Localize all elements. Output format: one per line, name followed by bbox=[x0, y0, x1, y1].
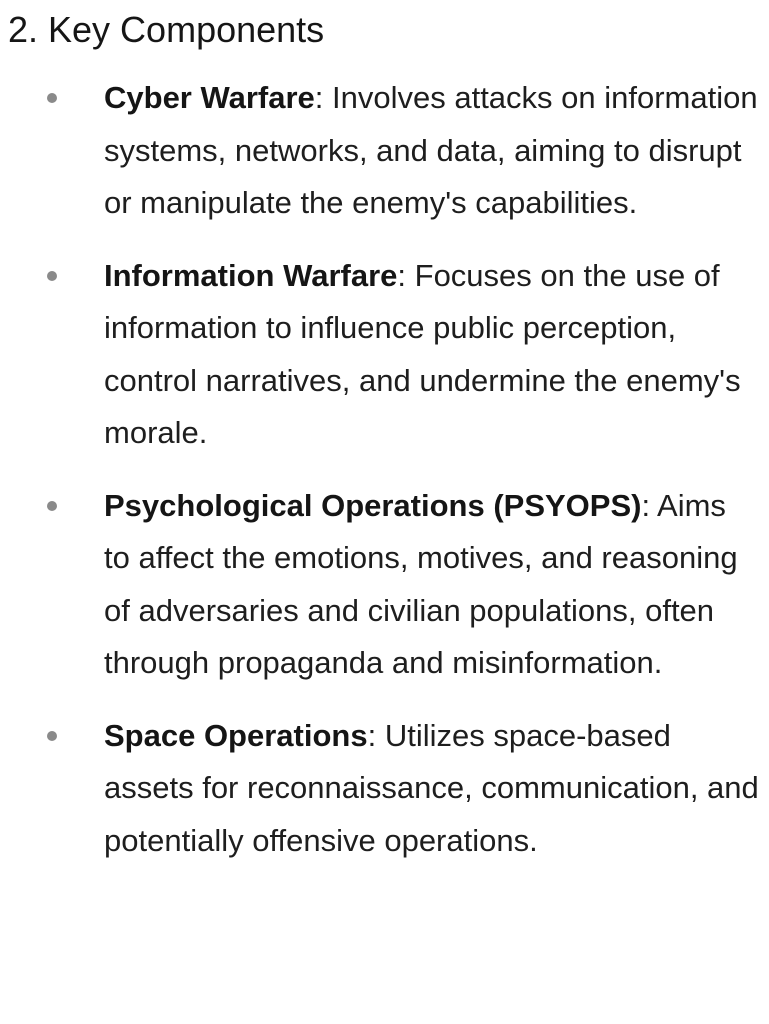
term-separator: : bbox=[314, 80, 324, 115]
bullet-icon bbox=[47, 271, 57, 281]
term-description: Focuses on the use of information to influence public perception, control narratives, and undermine the enemy's morale. bbox=[104, 257, 741, 450]
bullet-icon bbox=[47, 93, 57, 103]
term-label: Psychological Operations (PSYOPS) bbox=[104, 487, 642, 523]
list-item-space-operations bbox=[0, 710, 769, 868]
term-separator: : bbox=[367, 717, 377, 753]
term-label: Space Operations bbox=[104, 717, 368, 753]
term-separator: : bbox=[641, 487, 651, 523]
term-label: Cyber Warfare bbox=[104, 80, 315, 115]
key-components-list bbox=[0, 72, 769, 887]
list-item-cyber-warfare bbox=[0, 72, 769, 230]
section-heading: 2. Key Components bbox=[8, 9, 325, 50]
term-description: Aims to affect the emotions, motives, and reasoning of adversaries and civilian populations, often through propaganda and misinformation. bbox=[104, 487, 738, 680]
term-separator: : bbox=[397, 257, 407, 293]
bullet-icon bbox=[47, 731, 57, 741]
list-item-information-warfare bbox=[0, 250, 769, 460]
list-item-psychological-operations bbox=[0, 480, 769, 690]
bullet-icon bbox=[47, 501, 57, 511]
term-label: Information Warfare bbox=[104, 257, 398, 293]
term-description: Utilizes space-based assets for reconnaissance, communication, and potentially offensive operations. bbox=[104, 717, 759, 858]
term-description: Involves attacks on information systems, networks, and data, aiming to disrupt or manipulate the enemy's capabilities. bbox=[104, 80, 758, 220]
